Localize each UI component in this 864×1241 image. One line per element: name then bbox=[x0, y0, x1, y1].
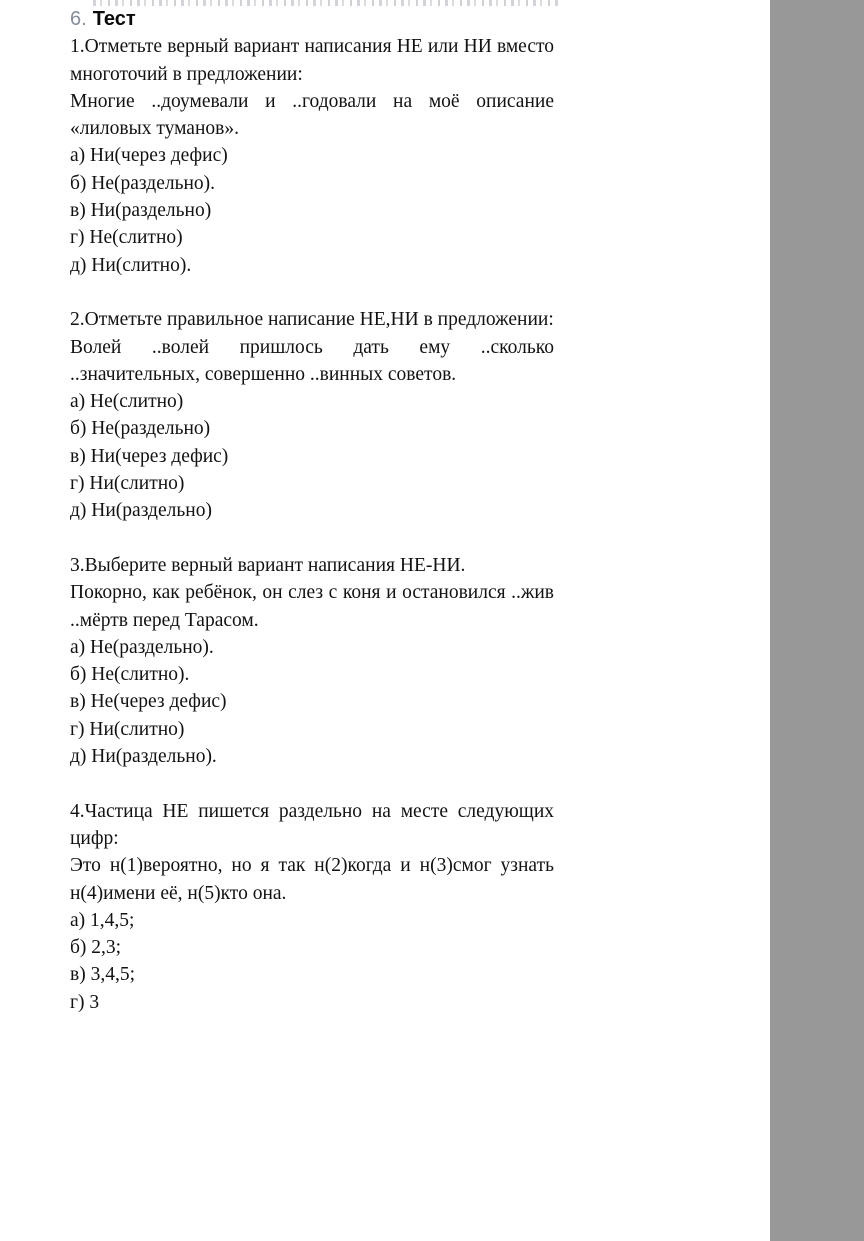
answer-option: в) Ни(раздельно) bbox=[70, 200, 212, 222]
section-number: 6. bbox=[70, 8, 87, 30]
question-block-4 bbox=[70, 798, 554, 1016]
question-prompt: 1.Отметьте верный вариант написания НЕ или НИ вместо многоточий в предложении: bbox=[70, 36, 554, 85]
answer-option: а) Ни(через дефис) bbox=[70, 145, 228, 167]
section-heading bbox=[70, 6, 554, 33]
answer-option: а) Не(слитно) bbox=[70, 391, 184, 413]
question-prompt: 2.Отметьте правильное написание НЕ,НИ в предложении: bbox=[70, 309, 554, 331]
question-block-3 bbox=[70, 552, 554, 770]
viewer-side-background bbox=[770, 0, 864, 1241]
answer-option: а) 1,4,5; bbox=[70, 909, 135, 931]
question-block-1 bbox=[70, 33, 554, 279]
answer-option: в) Не(через дефис) bbox=[70, 691, 227, 713]
answer-option: б) Не(раздельно). bbox=[70, 172, 216, 194]
answer-option: в) Ни(через дефис) bbox=[70, 445, 229, 467]
answer-option: б) 2,3; bbox=[70, 937, 122, 959]
answer-option: г) 3 bbox=[70, 991, 100, 1013]
question-sentence: Это н(1)вероятно, но я так н(2)когда и н(3)смог узнать н(4)имени её, н(5)кто она. bbox=[70, 855, 554, 904]
answer-option: г) Ни(слитно) bbox=[70, 718, 185, 740]
answer-option: г) Ни(слитно) bbox=[70, 473, 185, 495]
answer-option: г) Не(слитно) bbox=[70, 227, 183, 249]
answer-option: в) 3,4,5; bbox=[70, 964, 135, 986]
question-sentence: Покорно, как ребёнок, он слез с коня и остановился ..жив ..мёртв перед Тарасом. bbox=[70, 582, 554, 631]
question-sentence: Многие ..доумевали и ..годовали на моё описание «лиловых туманов». bbox=[70, 90, 554, 140]
section-title: Тест bbox=[92, 8, 136, 30]
document-page bbox=[70, 6, 554, 1016]
question-block-2 bbox=[70, 306, 554, 524]
answer-option: д) Ни(слитно). bbox=[70, 254, 192, 276]
question-prompt: 4.Частица НЕ пишется раздельно на месте следующих цифр: bbox=[70, 800, 554, 849]
answer-option: б) Не(слитно). bbox=[70, 664, 190, 686]
answer-option: д) Ни(раздельно). bbox=[70, 746, 217, 768]
answer-option: б) Не(раздельно) bbox=[70, 418, 211, 440]
question-sentence: Волей ..волей пришлось дать ему ..сколько ..значительных, совершенно ..винных советов. bbox=[70, 336, 554, 385]
question-prompt: 3.Выберите верный вариант написания НЕ-НИ. bbox=[70, 554, 466, 576]
answer-option: д) Ни(раздельно) bbox=[70, 500, 212, 522]
answer-option: а) Не(раздельно). bbox=[70, 636, 214, 658]
